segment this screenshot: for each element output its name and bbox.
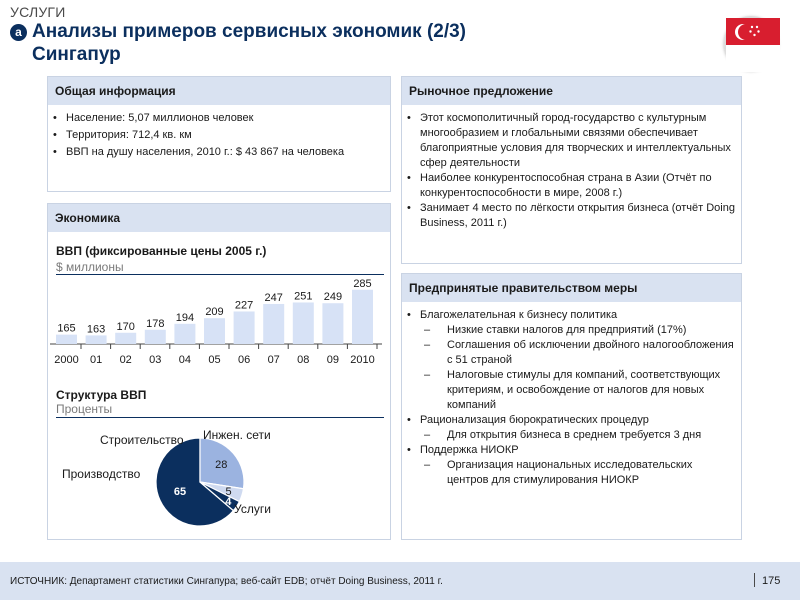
general-info-list bbox=[48, 111, 390, 160]
bar-value-label: 209 bbox=[205, 306, 224, 319]
gdp-chart-unit: $ миллионы bbox=[56, 260, 124, 274]
bar bbox=[234, 311, 255, 344]
pie-value-label: 4 bbox=[225, 495, 232, 508]
page-title: Анализы примеров сервисных экономик (2/3) bbox=[32, 21, 467, 42]
bar bbox=[352, 290, 373, 344]
list-item: • Этот космополитичный город-государство с культурным многообразием и глобальными связями обеспечивает благоприятные условия для творческих и интеллектуальных сфер деятельности bbox=[402, 111, 735, 171]
gdp-structure-title: Структура ВВП bbox=[56, 388, 147, 402]
bar-value-label: 249 bbox=[323, 291, 343, 304]
economy-heading: Экономика bbox=[48, 204, 390, 232]
gdp-bar-chart bbox=[50, 277, 386, 374]
x-tick-label: 06 bbox=[237, 354, 251, 366]
pie-category-label: Производство bbox=[62, 467, 141, 481]
bar bbox=[293, 302, 314, 344]
bar-value-label: 163 bbox=[86, 323, 106, 336]
x-tick-label: 03 bbox=[149, 354, 162, 366]
x-tick-label: 09 bbox=[326, 354, 340, 366]
section-badge: a bbox=[10, 24, 27, 41]
list-item: • Наиболее конкурентоспособная страна в Азии (Отчёт по конкурентоспособности в мире, 2008 г.) bbox=[402, 171, 735, 201]
market-offer-heading: Рыночное предложение bbox=[402, 77, 741, 105]
gov-measures-heading: Предпринятые правительством меры bbox=[402, 274, 741, 302]
x-tick-label: 02 bbox=[119, 354, 132, 366]
bar bbox=[86, 335, 107, 344]
bar bbox=[174, 324, 195, 344]
gov-measures-list bbox=[402, 308, 741, 488]
pie-category-label: Услуги bbox=[234, 502, 271, 516]
x-tick-label: 04 bbox=[178, 354, 192, 366]
pie-value-label: 28 bbox=[215, 458, 228, 471]
gdp-structure-pie-chart bbox=[50, 420, 386, 530]
sub-list-item: – Организация национальных исследовательских центров для стимулирования НИОКР bbox=[402, 458, 735, 488]
section-label: УСЛУГИ bbox=[10, 4, 66, 20]
pie-category-label: Строительство bbox=[100, 433, 184, 447]
sub-list-item: – Для открытия бизнеса в среднем требуется 3 дня bbox=[402, 428, 735, 443]
general-info-heading: Общая информация bbox=[48, 77, 390, 105]
bar bbox=[322, 303, 343, 344]
bar-value-label: 251 bbox=[294, 290, 313, 303]
pie-value-label: 5 bbox=[225, 486, 232, 499]
pie-category-label: Инжен. сети bbox=[203, 428, 271, 442]
x-tick-label: 07 bbox=[267, 354, 280, 366]
bar bbox=[145, 330, 166, 344]
gdp-structure-rule bbox=[56, 417, 384, 418]
bar-value-label: 285 bbox=[353, 277, 372, 290]
list-item: • Рационализация бюрократических процедур bbox=[402, 413, 735, 428]
page-subtitle: Сингапур bbox=[32, 44, 121, 65]
x-tick-label: 01 bbox=[89, 354, 103, 366]
page-number: 175 bbox=[762, 575, 781, 587]
source-note: ИСТОЧНИК: Департамент статистики Сингапура; веб-сайт EDB; отчёт Doing Business, 2011 г. bbox=[10, 576, 443, 587]
bar bbox=[263, 304, 284, 344]
market-offer-panel bbox=[401, 76, 742, 264]
gdp-chart-rule bbox=[56, 274, 384, 275]
sub-list-item: – Соглашения об исключении двойного налогообложения с 51 страной bbox=[402, 338, 735, 368]
market-offer-list bbox=[402, 111, 741, 231]
page-number-divider bbox=[754, 573, 755, 587]
list-item: • Благожелательная к бизнесу политика bbox=[402, 308, 735, 323]
bar-value-label: 170 bbox=[116, 320, 135, 333]
bar-value-label: 178 bbox=[146, 317, 165, 330]
gov-measures-panel bbox=[401, 273, 742, 540]
bar bbox=[115, 333, 136, 344]
pie-value-label: 65 bbox=[173, 486, 187, 499]
list-item: • Территория: 712,4 кв. км bbox=[48, 128, 370, 143]
x-tick-label: 2010 bbox=[350, 354, 375, 366]
x-tick-label: 2000 bbox=[54, 354, 79, 366]
general-info-panel bbox=[47, 76, 391, 192]
list-item: • Занимает 4 место по лёгкости открытия бизнеса (отчёт Doing Business, 2011 г.) bbox=[402, 201, 735, 231]
bar-value-label: 165 bbox=[57, 322, 76, 335]
list-item: • ВВП на душу населения, 2010 г.: $ 43 867 на человека bbox=[48, 145, 370, 160]
bar-value-label: 227 bbox=[234, 299, 254, 312]
bar-value-label: 194 bbox=[175, 311, 195, 324]
list-item: • Население: 5,07 миллионов человек bbox=[48, 111, 370, 126]
list-item: • Поддержка НИОКР bbox=[402, 443, 735, 458]
singapore-flag-icon bbox=[724, 16, 778, 70]
sub-list-item: – Налоговые стимулы для компаний, соответствующих критериям, и освобождение от налогов для новых компаний bbox=[402, 368, 735, 413]
gdp-structure-unit: Проценты bbox=[56, 402, 113, 416]
bar-value-label: 247 bbox=[264, 291, 283, 304]
x-tick-label: 05 bbox=[208, 354, 221, 366]
bar bbox=[204, 318, 225, 344]
sub-list-item: – Низкие ставки налогов для предприятий (17%) bbox=[402, 323, 735, 338]
x-tick-label: 08 bbox=[297, 354, 310, 366]
bar bbox=[56, 335, 77, 344]
gdp-chart-title: ВВП (фиксированные цены 2005 г.) bbox=[56, 244, 267, 258]
